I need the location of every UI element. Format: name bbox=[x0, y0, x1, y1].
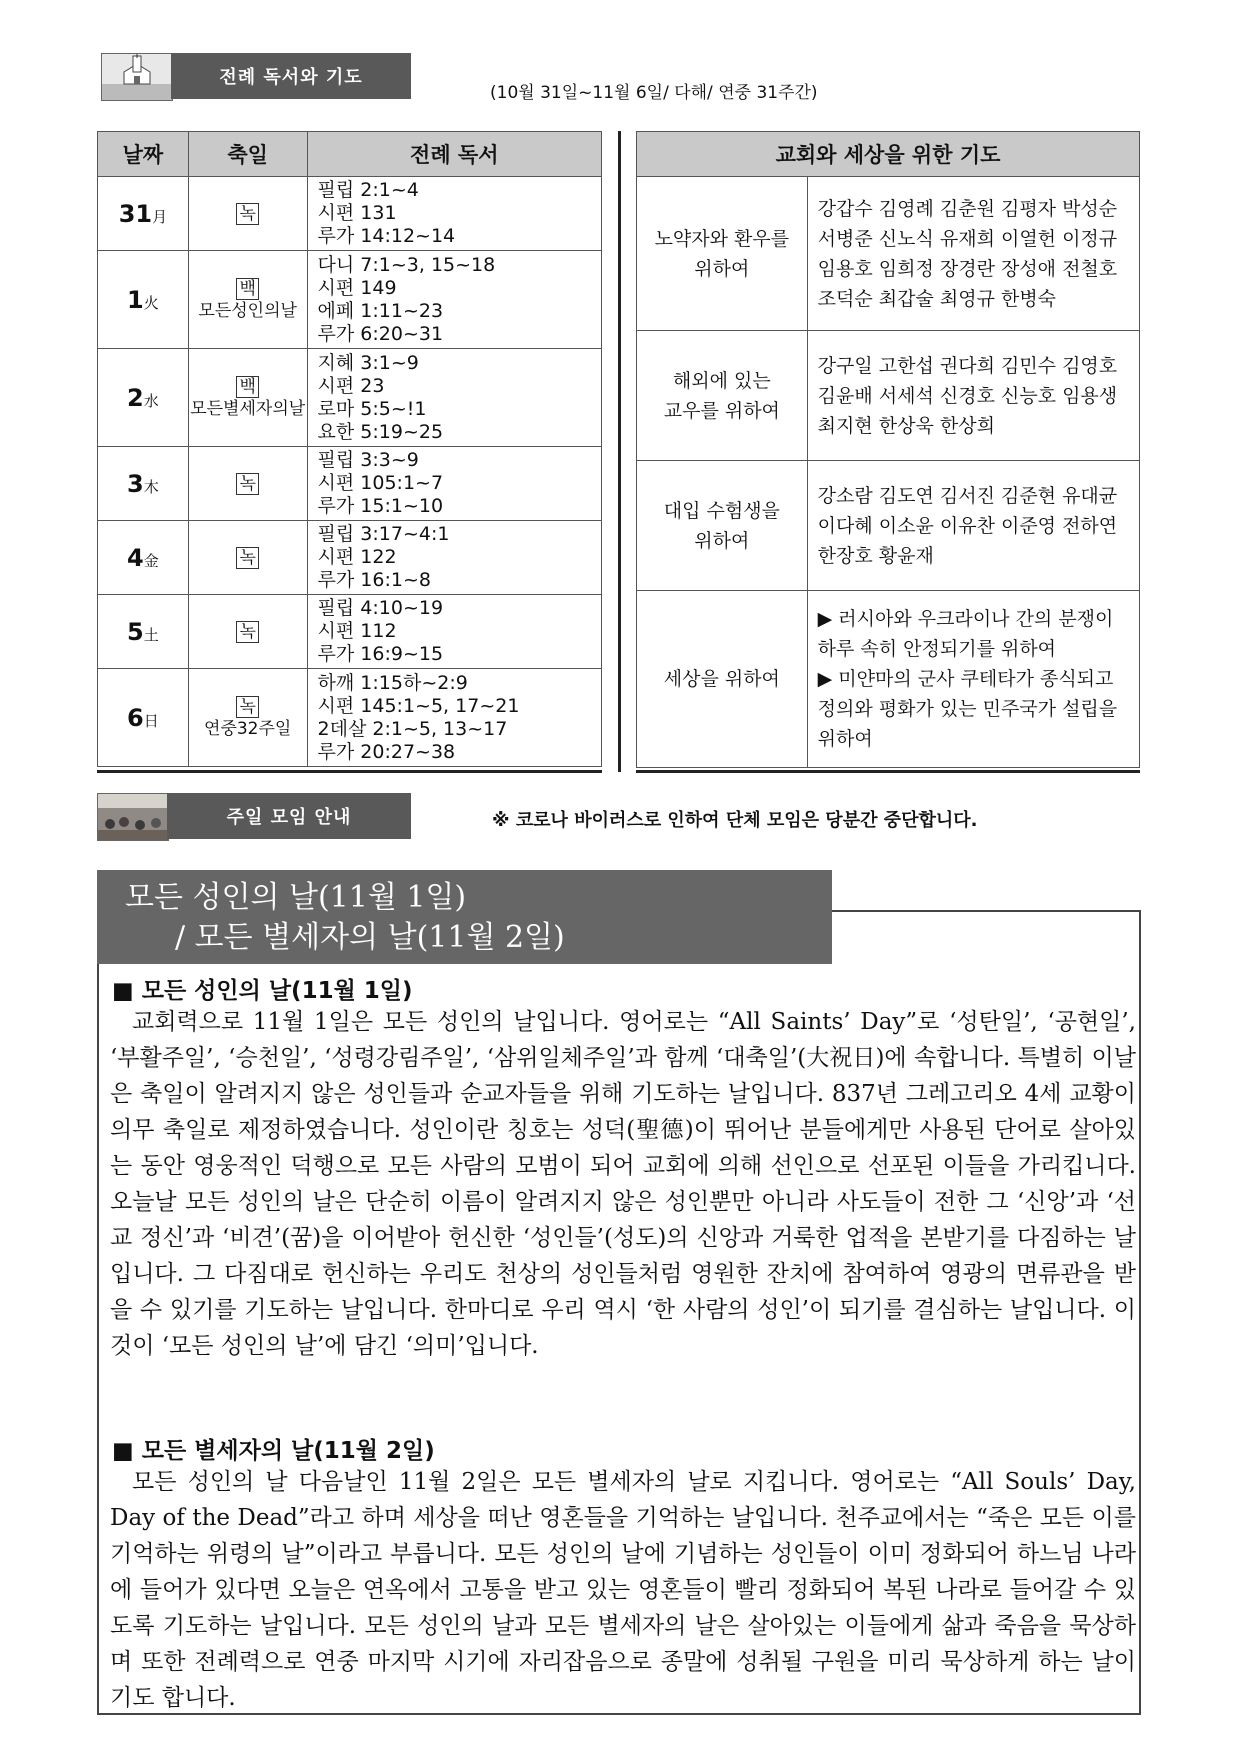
prayer-target-line: 대입 수험생을 bbox=[663, 499, 780, 522]
date-cell bbox=[98, 251, 189, 349]
date-cell bbox=[98, 595, 189, 669]
reading-line: 시편 131 bbox=[317, 202, 397, 224]
feast-cell bbox=[188, 669, 307, 767]
section-header-meeting bbox=[167, 793, 411, 839]
reading-line: 2데살 2:1~5, 13~17 bbox=[317, 717, 508, 740]
day-number: 1 bbox=[127, 285, 144, 314]
reading-line: 하깨 1:15하~2:9 bbox=[317, 671, 468, 694]
prayer-target-line: 세상을 위하여 bbox=[663, 668, 780, 690]
reading-line: 필립 3:3~9 bbox=[317, 449, 419, 471]
liturgical-color-badge: 녹 bbox=[236, 547, 258, 569]
weekday: 月 bbox=[152, 207, 168, 226]
day-number: 31 bbox=[118, 199, 153, 228]
reading-line: 루가 6:20~31 bbox=[317, 322, 444, 345]
liturgical-color-badge: 녹 bbox=[236, 203, 258, 225]
table-row bbox=[637, 591, 1140, 768]
section1-heading: ■ 모든 성인의 날(11월 1일) bbox=[112, 978, 413, 1004]
reading-line: 필립 2:1~4 bbox=[317, 179, 419, 201]
feast-cell bbox=[188, 251, 307, 349]
meeting-notice: ※ 코로나 바이러스로 인하여 단체 모임은 당분간 중단합니다. bbox=[492, 810, 978, 831]
reading-line: 루가 16:1~8 bbox=[317, 569, 431, 591]
weekday: 土 bbox=[143, 625, 159, 644]
readings-cell bbox=[307, 177, 601, 251]
weekday: 金 bbox=[143, 551, 159, 570]
readings-cell bbox=[307, 251, 601, 349]
col-header-date: 날짜 bbox=[98, 132, 189, 177]
table-header-row bbox=[637, 132, 1140, 177]
reading-line: 시편 122 bbox=[317, 546, 397, 568]
date-cell bbox=[98, 669, 189, 767]
reading-line: 시편 145:1~5, 17~21 bbox=[317, 694, 520, 717]
prayer-name-line: 위하여 bbox=[817, 728, 873, 750]
prayer-name-line: 강갑수 김영례 김춘원 김평자 박성순 bbox=[817, 197, 1118, 220]
table-row bbox=[637, 461, 1140, 591]
prayer-name-line: 김윤배 서세석 신경호 신능호 임용생 bbox=[817, 384, 1118, 407]
meeting-photo-thumbnail bbox=[97, 793, 169, 841]
prayer-name-line: 강구일 고한섭 권다희 김민수 김영호 bbox=[817, 354, 1118, 377]
liturgical-color-badge: 녹 bbox=[236, 473, 258, 495]
weekday: 日 bbox=[143, 711, 159, 730]
prayer-name-line: 이다혜 이소윤 이유찬 이준영 전하연 bbox=[817, 514, 1118, 537]
liturgical-color-badge: 백 bbox=[236, 278, 258, 300]
liturgical-color-badge: 녹 bbox=[236, 621, 258, 643]
prayer-name-line: 하루 속히 안정되기를 위하여 bbox=[817, 638, 1057, 660]
day-number: 6 bbox=[127, 703, 144, 732]
feast-cell bbox=[188, 595, 307, 669]
article-title-line2: / 모든 별세자의 날(11월 2일) bbox=[175, 920, 565, 955]
prayer-target-line: 위하여 bbox=[694, 257, 750, 280]
col-header-feast: 축일 bbox=[188, 132, 307, 177]
feast-cell bbox=[188, 447, 307, 521]
reading-line: 시편 112 bbox=[317, 620, 397, 642]
reading-line: 다니 7:1~3, 15~18 bbox=[317, 253, 496, 276]
reading-line: 시편 149 bbox=[317, 276, 397, 299]
feast-cell bbox=[188, 349, 307, 447]
table-row bbox=[98, 521, 602, 595]
feast-name: 모든별세자의날 bbox=[190, 398, 306, 419]
table-row bbox=[98, 251, 602, 349]
prayer-table-title: 교회와 세상을 위한 기도 bbox=[637, 132, 1140, 177]
prayer-name-line: 정의와 평화가 있는 민주국가 설립을 bbox=[817, 698, 1118, 720]
table-row bbox=[98, 349, 602, 447]
day-number: 3 bbox=[127, 469, 144, 498]
readings-cell bbox=[307, 669, 601, 767]
prayer-name-line: 최지현 한상욱 한상희 bbox=[817, 414, 995, 437]
readings-cell bbox=[307, 349, 601, 447]
table-row bbox=[637, 177, 1140, 331]
church-photo-thumbnail bbox=[101, 53, 173, 101]
reading-line: 지혜 3:1~9 bbox=[317, 351, 419, 374]
prayer-target-line: 위하여 bbox=[694, 529, 750, 552]
prayer-names-cell bbox=[807, 591, 1139, 768]
table-row bbox=[98, 447, 602, 521]
prayer-names-cell bbox=[807, 331, 1139, 461]
prayer-name-line: 서병준 신노식 유재희 이열헌 이정규 bbox=[817, 227, 1118, 250]
prayer-target-cell bbox=[637, 177, 808, 331]
table-row bbox=[98, 669, 602, 767]
readings-cell bbox=[307, 595, 601, 669]
section2-body: 모든 성인의 날 다음날인 11월 2일은 모든 별세자의 날로 지킵니다. 영어로는 “All Souls’ Day, Day of the Dead”라고 하며 세상을 떠난 영혼들을 기억하는 날입니다. 천주교에서는 “죽은 모든 이를 기억하는 위령의 날”이라고 부릅니다. 모든 성인의 날에 기념하는 성인들이 이미 정화되어 하느님 나라에 들어가 있다면 오늘은 연옥에서 고통을 받고 있는 영혼들이 빨리 정화되어 복된 나라로 들어갈 수 있도록 기도하는 날입니다. 모든 성인의 날과 모든 별세자의 날은 살아있는 이들에게 삶과 죽음을 묵상하며 또한 전례력으로 연중 마지막 시기에 자리잡음으로 종말에 성취될 구원을 미리 묵상하게 하는 날이기도 합니다. bbox=[110, 1469, 1136, 1711]
table-row bbox=[98, 177, 602, 251]
section1-body: 교회력으로 11월 1일은 모든 성인의 날입니다. 영어로는 “All Saints’ Day”로 ‘성탄일’, ‘공현일’, ‘부활주일’, ‘승천일’, ‘성령강림주일’, ‘삼위일체주일’과 함께 ‘대축일’(大祝日)에 속합니다. 특별히 이날은 축일이 알려지지 않은 성인들과 순교자들을 위해 기도하는 날입니다. 837년 그레고리오 4세 교황이 의무 축일로 제정하였습니다. 성인이란 칭호는 성덕(聖德)이 뛰어난 분들에게만 사용된 단어로 살아있는 동안 영웅적인 덕행으로 모든 사람의 모범이 되어 교회에 의해 선인으로 선포된 이들을 가리킵니다. 오늘날 모든 성인의 날은 단순히 이름이 알려지지 않은 성인뿐만 아니라 사도들이 전한 그 ‘신앙’과 ‘선교 정신’과 ‘비견’(꿈)을 이어받아 헌신한 ‘성인들’(성도)의 신앙과 거룩한 업적을 본받기를 다짐하는 날입니다. 그 다짐대로 헌신하는 우리도 천상의 성인들처럼 영원한 잔치에 참여하여 영광의 면류관을 받을 수 있기를 기도하는 날입니다. 한마디로 우리 역시 ‘한 사람의 성인’이 되기를 결심하는 날입니다. 이것이 ‘모든 성인의 날’에 담긴 ‘의미’입니다. bbox=[110, 1009, 1136, 1359]
date-cell bbox=[98, 447, 189, 521]
week-subtitle: (10월 31일~11월 6일/ 다해/ 연중 31주간) bbox=[490, 83, 818, 103]
reading-line: 로마 5:5~!1 bbox=[317, 397, 427, 420]
liturgy-table-bottom-rule bbox=[97, 770, 602, 773]
prayer-target-line: 해외에 있는 bbox=[672, 369, 771, 392]
reading-line: 루가 15:1~10 bbox=[317, 495, 444, 517]
reading-line: 루가 14:12~14 bbox=[317, 225, 456, 247]
section-header-meeting-title: 주일 모임 안내 bbox=[226, 807, 352, 828]
prayer-target-line: 교우를 위하여 bbox=[663, 399, 780, 422]
prayer-name-line: 조덕순 최갑술 최영규 한병숙 bbox=[817, 287, 1057, 310]
liturgy-reading-table bbox=[97, 131, 602, 767]
section-header-liturgy-title: 전례 독서와 기도 bbox=[219, 67, 363, 88]
readings-cell bbox=[307, 521, 601, 595]
reading-line: 시편 23 bbox=[317, 374, 385, 397]
table-header-row bbox=[98, 132, 602, 177]
reading-line: 시편 105:1~7 bbox=[317, 472, 444, 494]
prayer-name-line: ▶ 미얀마의 군사 쿠테타가 종식되고 bbox=[817, 668, 1114, 690]
reading-line: 필립 3:17~4:1 bbox=[317, 523, 450, 545]
section2-heading: ■ 모든 별세자의 날(11월 2일) bbox=[112, 1438, 435, 1464]
section-header-liturgy bbox=[171, 53, 411, 99]
weekday: 水 bbox=[143, 391, 159, 410]
date-cell bbox=[98, 349, 189, 447]
date-cell bbox=[98, 521, 189, 595]
prayer-target-cell bbox=[637, 591, 808, 768]
liturgical-color-badge: 백 bbox=[236, 376, 258, 398]
prayer-names-cell bbox=[807, 461, 1139, 591]
article-title-line1: 모든 성인의 날(11월 1일) bbox=[125, 880, 467, 915]
reading-line: 루가 16:9~15 bbox=[317, 643, 444, 665]
day-number: 2 bbox=[127, 383, 144, 412]
date-cell bbox=[98, 177, 189, 251]
article-title bbox=[97, 870, 832, 964]
day-number: 5 bbox=[127, 617, 144, 646]
table-row bbox=[637, 331, 1140, 461]
day-number: 4 bbox=[127, 543, 144, 572]
prayer-intentions-table bbox=[636, 131, 1140, 768]
prayer-name-line: 임용호 임희정 장경란 장성애 전철호 bbox=[817, 257, 1118, 280]
prayer-names-cell bbox=[807, 177, 1139, 331]
table-divider bbox=[618, 131, 621, 772]
reading-line: 필립 4:10~19 bbox=[317, 597, 444, 619]
prayer-name-line: ▶ 러시아와 우크라이나 간의 분쟁이 bbox=[817, 608, 1114, 630]
prayer-target-cell bbox=[637, 331, 808, 461]
readings-cell bbox=[307, 447, 601, 521]
table-row bbox=[98, 595, 602, 669]
weekday: 木 bbox=[143, 477, 159, 496]
weekday: 火 bbox=[143, 293, 159, 312]
feast-cell bbox=[188, 521, 307, 595]
reading-line: 에페 1:11~23 bbox=[317, 299, 444, 322]
prayer-name-line: 한장호 황윤재 bbox=[817, 544, 934, 567]
reading-line: 요한 5:19~25 bbox=[317, 420, 444, 443]
prayer-table-bottom-rule bbox=[636, 770, 1140, 773]
liturgical-color-badge: 녹 bbox=[236, 696, 258, 718]
prayer-target-cell bbox=[637, 461, 808, 591]
feast-name: 연중32주일 bbox=[204, 718, 292, 739]
prayer-target-line: 노약자와 환우를 bbox=[654, 227, 790, 250]
feast-name: 모든성인의날 bbox=[198, 300, 297, 321]
reading-line: 루가 20:27~38 bbox=[317, 740, 456, 763]
prayer-name-line: 강소람 김도연 김서진 김준현 유대균 bbox=[817, 484, 1118, 507]
col-header-readings: 전례 독서 bbox=[307, 132, 601, 177]
feast-cell bbox=[188, 177, 307, 251]
